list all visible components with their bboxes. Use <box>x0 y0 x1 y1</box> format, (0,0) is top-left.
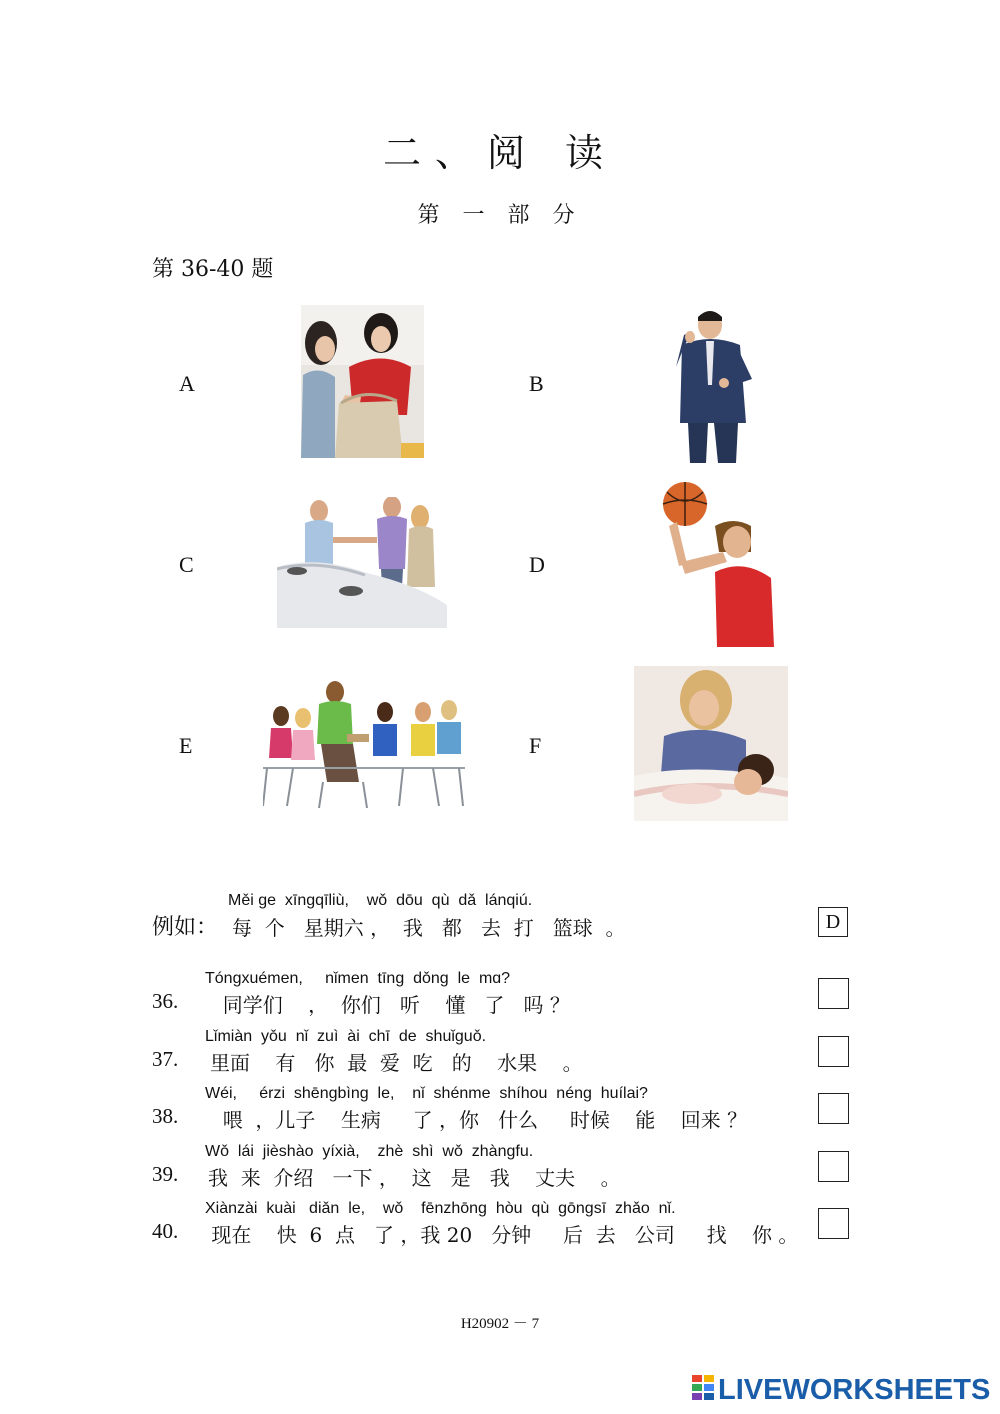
q39-answer-box[interactable] <box>818 1151 849 1182</box>
option-letter-d: D <box>529 552 545 577</box>
question-range: 第 36-40 题 <box>152 257 274 282</box>
q38-answer-box[interactable] <box>818 1093 849 1124</box>
example-answer-box: D <box>818 907 848 937</box>
q39-hanzi: 我 来 介绍 一下 ， 这 是 我 丈夫 。 <box>208 1166 621 1190</box>
example-hanzi: 每 个 星期六 ， 我 都 去 打 篮球 。 <box>232 916 626 940</box>
picture-e-classroom-circle <box>263 678 465 811</box>
example-label: 例如： <box>152 915 219 940</box>
option-letter-b: B <box>529 371 544 396</box>
example-pinyin: Měi ge xīngqīliù, wǒ dōu qù dǎ lánqiú. <box>228 892 533 909</box>
picture-d-basketball <box>653 482 774 647</box>
q40-number: 40. <box>152 1219 179 1243</box>
picture-f-sick-boy <box>634 666 788 821</box>
q36-answer-box[interactable] <box>818 978 849 1009</box>
q40-hanzi: 现在 快 6 点 了 ，我 20 分钟 后 去 公司 找 你 。 <box>205 1223 799 1247</box>
option-letter-f: F <box>529 733 542 758</box>
q39-pinyin: Wǒ lái jièshào yíxià, zhè shì wǒ zhàngfu. <box>205 1143 534 1160</box>
q38-pinyin: Wéi, érzi shēngbìng le, nǐ shénme shíhou néng huílai? <box>205 1085 648 1102</box>
option-letter-a: A <box>179 371 195 396</box>
page-title: 二、阅 读 <box>382 131 618 175</box>
q37-number: 37. <box>152 1047 179 1071</box>
q37-answer-box[interactable] <box>818 1036 849 1067</box>
picture-b-businessman <box>668 305 756 463</box>
q36-number: 36. <box>152 989 179 1013</box>
q36-hanzi: 同学们 ， 你们 听 懂 了 吗 ？ <box>210 993 570 1017</box>
picture-c-handshake <box>277 497 447 628</box>
liveworksheets-logo <box>692 1374 990 1406</box>
q40-pinyin: Xiànzài kuài diǎn le, wǒ fēnzhōng hòu qù gōngsī zhǎo nǐ. <box>205 1200 676 1217</box>
section-subtitle: 第 一 部 分 <box>417 203 583 228</box>
q37-hanzi: 里面 有 你 最 爱 吃 的 水果 。 <box>210 1051 583 1075</box>
q38-hanzi: 喂 ，儿子 生病 了 ，你 什么 时候 能 回来 ？ <box>210 1108 748 1132</box>
q37-pinyin: Lǐmiàn yǒu nǐ zuì ài chī de shuǐguǒ. <box>205 1028 487 1045</box>
picture-a-women-shopping <box>301 305 424 458</box>
q40-answer-box[interactable] <box>818 1208 849 1239</box>
liveworksheets-logo-text: LIVEWORKSHEETS <box>718 1373 991 1406</box>
q36-pinyin: Tóngxuémen, nǐmen tīng dǒng le mɑ? <box>205 970 511 987</box>
q38-number: 38. <box>152 1104 179 1128</box>
option-letter-c: C <box>179 552 194 577</box>
liveworksheets-logo-icon <box>692 1375 714 1405</box>
q39-number: 39. <box>152 1162 179 1186</box>
option-letter-e: E <box>179 733 193 758</box>
page-code: H20902 － 7 <box>460 1316 540 1332</box>
